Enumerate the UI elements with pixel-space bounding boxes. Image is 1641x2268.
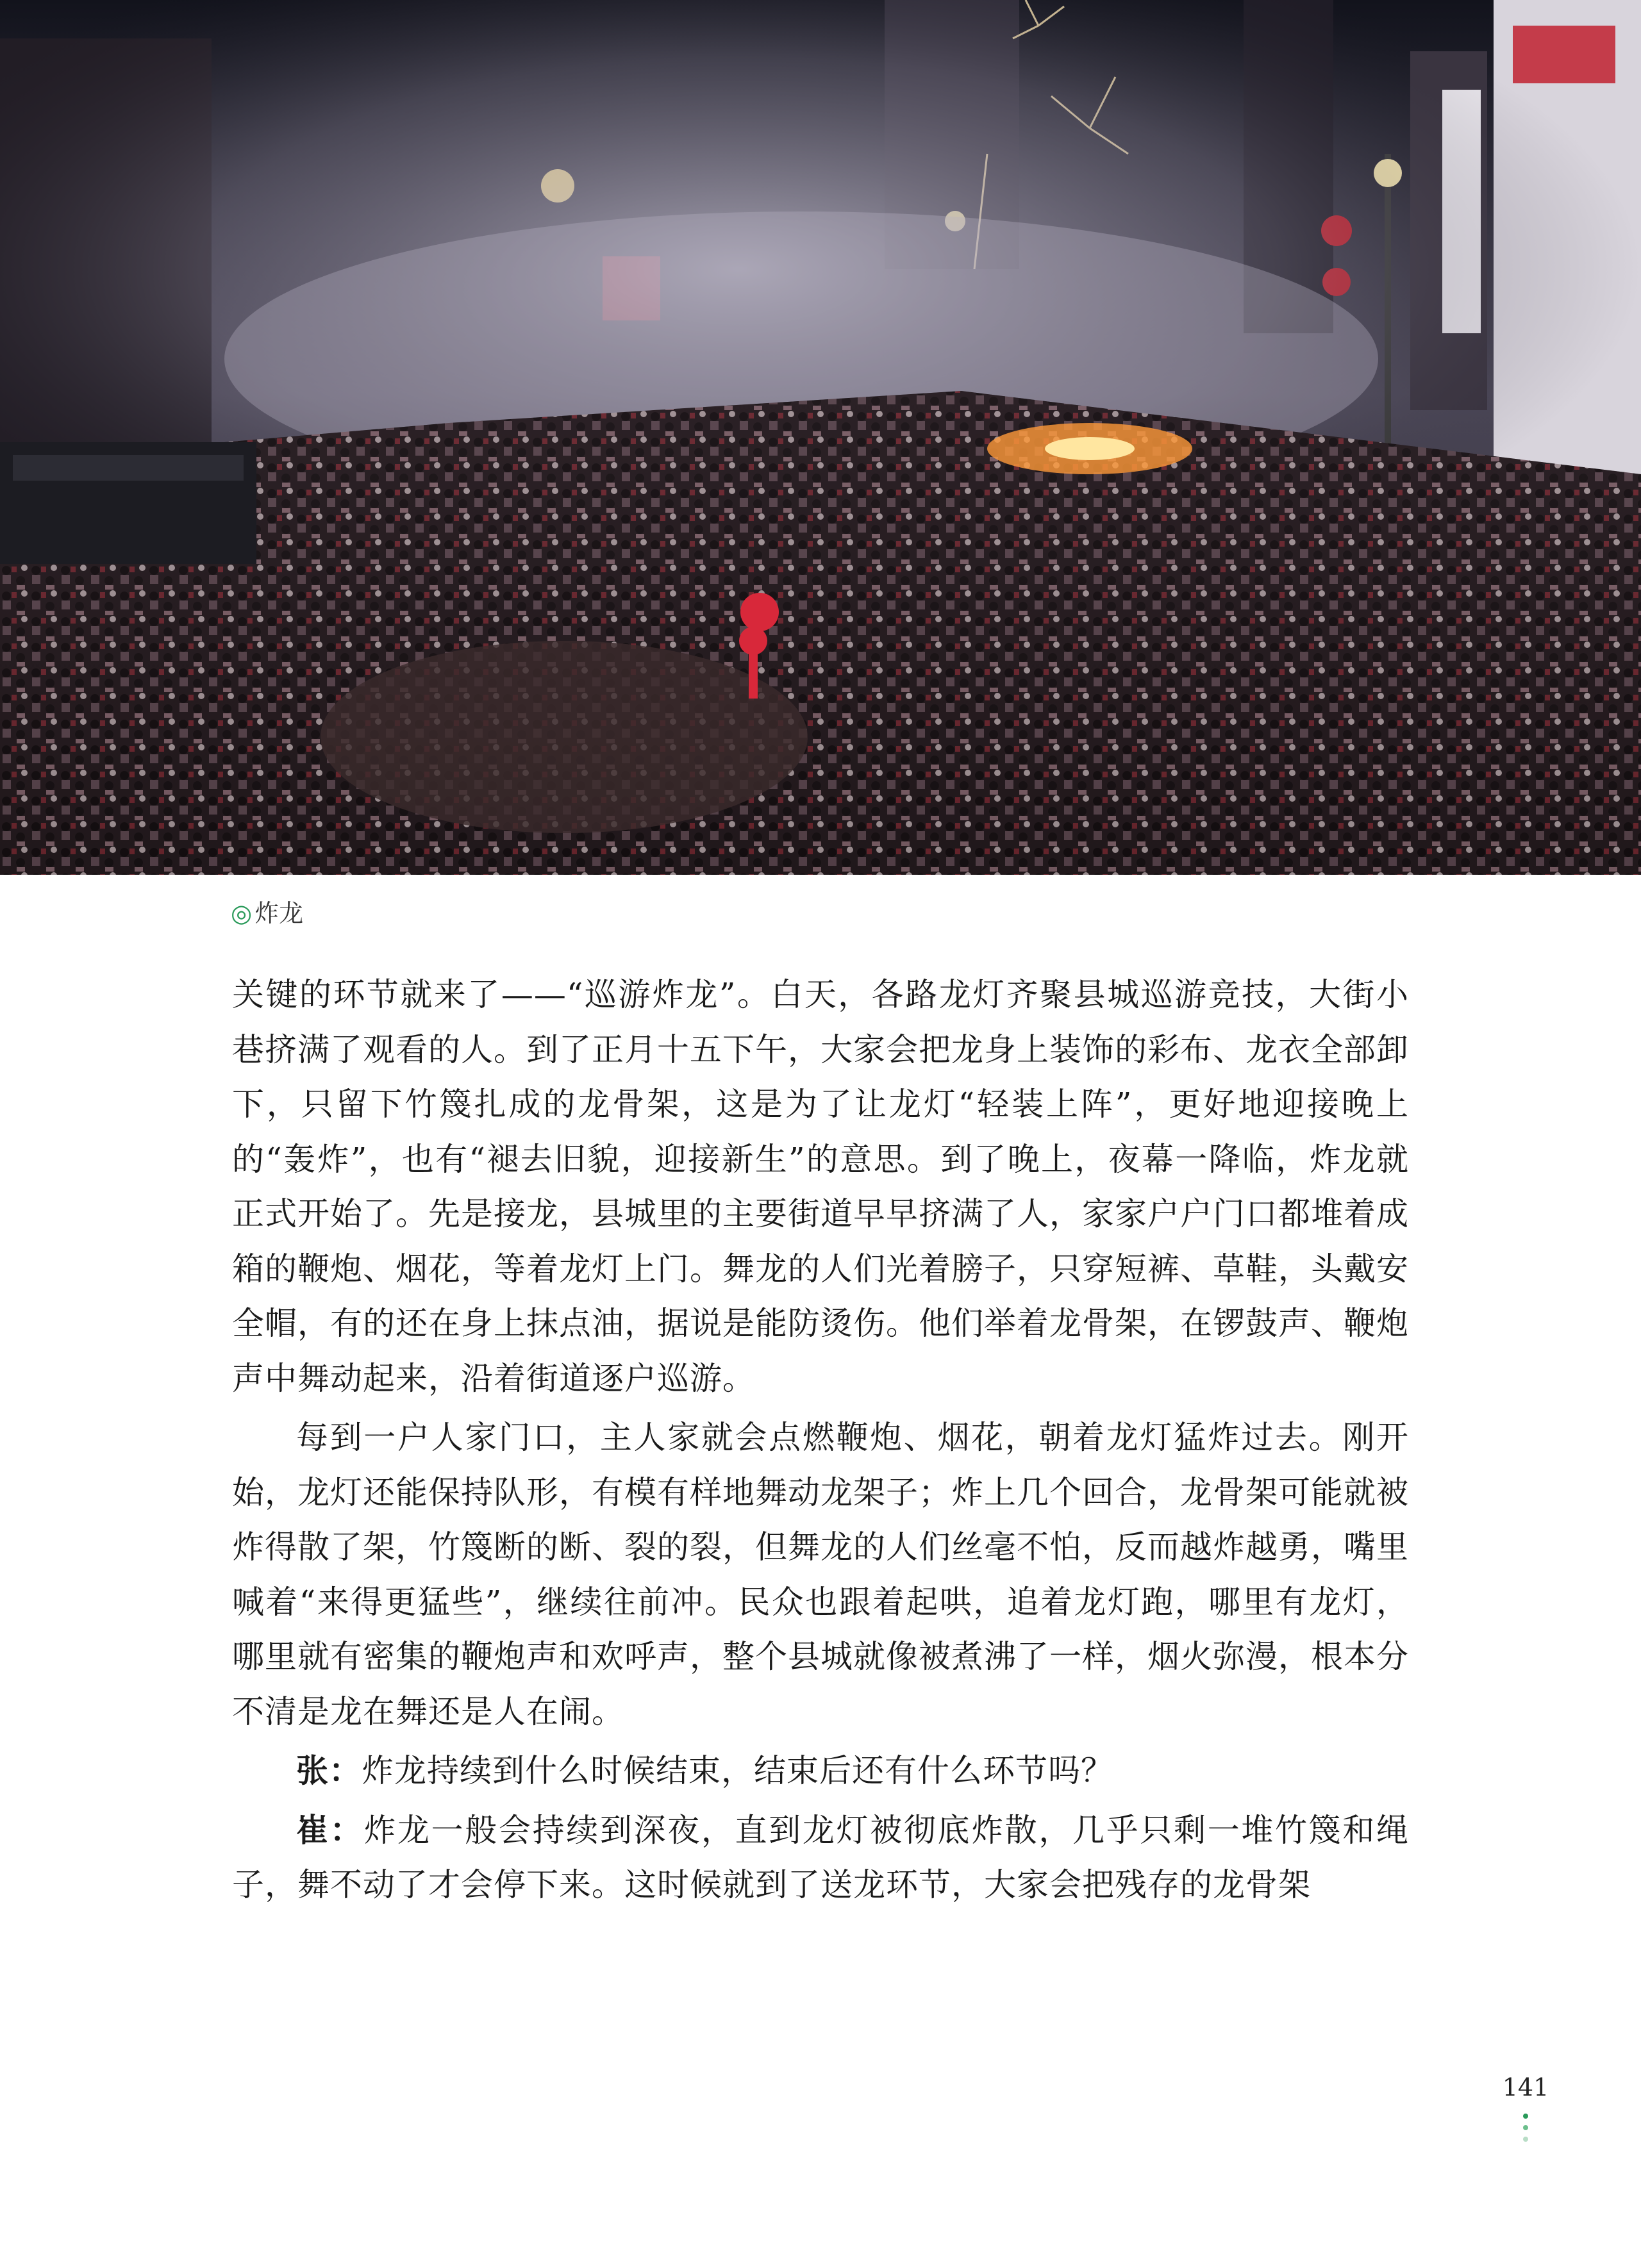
dot [1523,2125,1528,2130]
page-number: 141 [1502,2073,1549,2101]
paragraph-2 [232,1411,1409,1739]
speaker-label: 张： [296,1752,362,1789]
paragraph-text: 炸龙一般会持续到深夜，直到龙灯被彻底炸散，几乎只剩一堆竹篾和绳子，舞不动了才会停下来。这时候就到了送龙环节，大家会把残存的龙骨架 [232,1811,1409,1903]
caption-marker: ◎ [231,899,253,927]
caption-text: 炸龙 [254,899,304,927]
dialogue-question [232,1744,1409,1799]
page-dots-decoration [1521,2114,1530,2148]
paragraph-1 [232,968,1409,1406]
body-text [232,968,1409,1917]
dialogue-answer [232,1803,1409,1913]
paragraph-text: 炸龙持续到什么时候结束，结束后还有什么环节吗？ [362,1752,1113,1789]
festival-photo [0,0,1641,875]
speaker-label: 崔： [296,1811,364,1849]
fire-dragon-crowd-photo [0,0,1641,875]
photo-caption [231,894,303,932]
paragraph-text: 关键的环节就来了——“巡游炸龙”。白天，各路龙灯齐聚县城巡游竞技，大街小巷挤满了观看的人。到了正月十五下午，大家会把龙身上装饰的彩布、龙衣全部卸下，只留下竹篾扎成的龙骨架，这是为了让龙灯“轻装上阵”，更好地迎接晚上的“轰炸”，也有“褪去旧貌，迎接新生”的意思。到了晚上，夜幕一降临，炸龙就正式开始了。先是接龙，县城里的主要街道早早挤满了人，家家户户门口都堆着成箱的鞭炮、烟花，等着龙灯上门。舞龙的人们光着膀子，只穿短裤、草鞋，头戴安全帽，有的还在身上抹点油，据说是能防烫伤。他们举着龙骨架，在锣鼓声、鞭炮声中舞动起来，沿着街道逐户巡游。 [232,976,1409,1397]
dot [1523,2114,1528,2119]
paragraph-text: 每到一户人家门口，主人家就会点燃鞭炮、烟花，朝着龙灯猛炸过去。刚开始，龙灯还能保持队形，有模有样地舞动龙架子；炸上几个回合，龙骨架可能就被炸得散了架，竹篾断的断、裂的裂，但舞龙的人们丝毫不怕，反而越炸越勇，嘴里喊着“来得更猛些”，继续往前冲。民众也跟着起哄，追着龙灯跑，哪里有龙灯，哪里就有密集的鞭炮声和欢呼声，整个县城就像被煮沸了一样，烟火弥漫，根本分不清是龙在舞还是人在闹。 [232,1419,1409,1730]
dot [1523,2137,1528,2142]
